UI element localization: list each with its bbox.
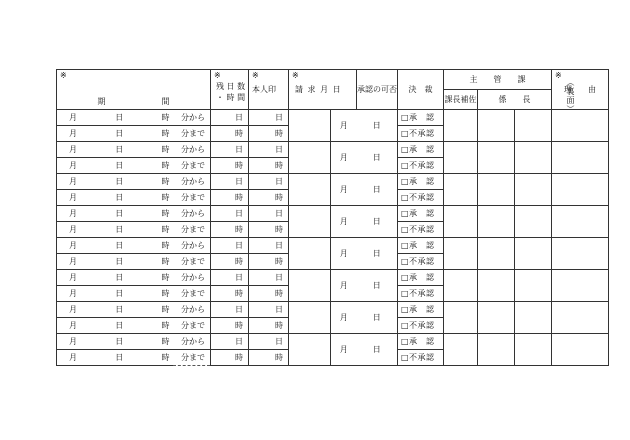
chief-cell[interactable] — [478, 206, 515, 238]
header-section-chief: 係 長 — [478, 90, 552, 110]
start-hour-label: 時 — [161, 272, 170, 282]
request-month-label: 月 — [331, 174, 357, 206]
request-day-label: 日 — [357, 110, 398, 142]
remaining-hours-cell-2[interactable]: 時 — [249, 350, 289, 366]
end-datetime[interactable] — [57, 318, 173, 334]
header-period-label: 期 間 — [97, 97, 170, 106]
start-day-label: 日 — [115, 144, 124, 154]
end-month-label: 月 — [69, 352, 77, 362]
remaining-hours-cell[interactable]: 時 — [211, 222, 249, 238]
remaining-hours-cell[interactable]: 時 — [211, 350, 249, 366]
request-day-label: 日 — [357, 174, 398, 206]
start-hour-label: 時 — [161, 240, 170, 250]
reason-cell[interactable] — [552, 206, 609, 238]
remaining-hours-cell[interactable]: 時 — [211, 286, 249, 302]
end-hour-label: 時 — [161, 160, 170, 170]
chief-cell[interactable] — [478, 142, 515, 174]
request-day-label: 日 — [357, 238, 398, 270]
remaining-hours-cell-2[interactable]: 時 — [249, 126, 289, 142]
header-reason-mark: ※ — [555, 71, 562, 80]
header-request-date-mark: ※ — [292, 71, 299, 80]
remaining-hours-cell-2[interactable]: 時 — [249, 222, 289, 238]
start-hour-label: 時 — [161, 112, 170, 122]
start-month-label: 月 — [69, 176, 77, 186]
start-datetime[interactable] — [57, 174, 173, 190]
header-request-date-label: 請 求 月 日 — [295, 85, 342, 94]
start-hour-label: 時 — [161, 176, 170, 186]
end-month-label: 月 — [69, 224, 77, 234]
header-remaining-mark: ※ — [214, 71, 221, 80]
remaining-days-cell[interactable]: 日 — [211, 174, 249, 190]
end-minute-label: 分まで — [173, 222, 211, 238]
end-day-label: 日 — [115, 256, 124, 266]
end-month-label: 月 — [69, 160, 77, 170]
end-minute-label: 分まで — [173, 318, 211, 334]
request-month-label: 月 — [331, 142, 357, 174]
reject-checkbox[interactable]: □不承認 — [398, 222, 444, 238]
end-datetime[interactable] — [57, 126, 173, 142]
request-month-label: 月 — [331, 238, 357, 270]
chief-cell[interactable] — [478, 174, 515, 206]
start-day-label: 日 — [115, 272, 124, 282]
end-datetime[interactable] — [57, 286, 173, 302]
entry-row-from — [57, 302, 609, 318]
header-dept: 主 管 課 — [444, 70, 552, 90]
start-day-label: 日 — [115, 304, 124, 314]
remaining-days-cell-2[interactable]: 日 — [249, 238, 289, 254]
request-day-label: 日 — [357, 302, 398, 334]
end-hour-label: 時 — [161, 192, 170, 202]
approve-checkbox[interactable]: □承 認 — [398, 334, 444, 350]
end-day-label: 日 — [115, 160, 124, 170]
remaining-days-cell[interactable]: 日 — [211, 238, 249, 254]
header-period-mark: ※ — [60, 71, 67, 80]
end-hour-label: 時 — [161, 128, 170, 138]
start-day-label: 日 — [115, 336, 124, 346]
header-remaining-label-b: ・ 時 間 — [216, 93, 246, 102]
chief-cell[interactable] — [478, 238, 515, 270]
start-month-label: 月 — [69, 336, 77, 346]
start-day-label: 日 — [115, 240, 124, 250]
end-hour-label: 時 — [161, 352, 170, 362]
request-month-label: 月 — [331, 110, 357, 142]
reason-cell[interactable] — [552, 334, 609, 366]
decision-cell[interactable] — [444, 142, 478, 174]
seal-cell[interactable] — [289, 206, 331, 238]
end-datetime[interactable] — [57, 222, 173, 238]
start-day-label: 日 — [115, 208, 124, 218]
entry-row-from — [57, 238, 609, 254]
start-month-label: 月 — [69, 208, 77, 218]
end-day-label: 日 — [115, 352, 124, 362]
entry-row-from — [57, 270, 609, 286]
approve-checkbox[interactable]: □承 認 — [398, 142, 444, 158]
end-month-label: 月 — [69, 256, 77, 266]
request-day-label: 日 — [357, 334, 398, 366]
end-day-label: 日 — [115, 128, 124, 138]
approve-checkbox[interactable]: □承 認 — [398, 206, 444, 222]
start-minute-label: 分から — [173, 270, 211, 286]
section-chief-cell[interactable] — [515, 142, 552, 174]
seal-cell[interactable] — [289, 174, 331, 206]
request-month-label: 月 — [331, 302, 357, 334]
reason-cell[interactable] — [552, 110, 609, 142]
remaining-days-cell-2[interactable]: 日 — [249, 142, 289, 158]
header-seal — [249, 70, 289, 110]
end-datetime[interactable] — [57, 254, 173, 270]
end-datetime[interactable] — [57, 158, 173, 174]
entry-row-from — [57, 334, 609, 350]
remaining-hours-cell[interactable]: 時 — [211, 158, 249, 174]
side-note: （裏面） — [566, 78, 575, 114]
remaining-hours-cell-2[interactable]: 時 — [249, 318, 289, 334]
start-minute-label: 分から — [173, 238, 211, 254]
leave-request-table — [56, 69, 609, 366]
start-month-label: 月 — [69, 144, 77, 154]
reason-cell[interactable] — [552, 142, 609, 174]
section-chief-cell[interactable] — [515, 238, 552, 270]
request-day-label: 日 — [357, 270, 398, 302]
start-hour-label: 時 — [161, 208, 170, 218]
header-period — [57, 70, 211, 110]
remaining-hours-cell-2[interactable]: 時 — [249, 286, 289, 302]
remaining-days-cell-2[interactable]: 日 — [249, 334, 289, 350]
start-minute-label: 分から — [173, 174, 211, 190]
remaining-days-cell[interactable]: 日 — [211, 206, 249, 222]
remaining-days-cell[interactable]: 日 — [211, 334, 249, 350]
entry-row-from — [57, 174, 609, 190]
section-chief-cell[interactable] — [515, 110, 552, 142]
header-seal-mark: ※ — [252, 71, 259, 80]
chief-cell[interactable] — [478, 302, 515, 334]
request-month-label: 月 — [331, 270, 357, 302]
remaining-days-cell-2[interactable]: 日 — [249, 110, 289, 126]
end-hour-label: 時 — [161, 256, 170, 266]
decision-cell[interactable] — [444, 206, 478, 238]
start-day-label: 日 — [115, 176, 124, 186]
header-reason-label: 理 由 — [564, 85, 596, 94]
start-datetime[interactable] — [57, 110, 173, 126]
seal-cell[interactable] — [289, 238, 331, 270]
reject-checkbox[interactable]: □不承認 — [398, 126, 444, 142]
approve-checkbox[interactable]: □承 認 — [398, 302, 444, 318]
request-day-label: 日 — [357, 206, 398, 238]
remaining-days-cell[interactable]: 日 — [211, 142, 249, 158]
chief-cell[interactable] — [478, 270, 515, 302]
end-minute-label: 分まで — [173, 190, 211, 206]
seal-cell[interactable] — [289, 302, 331, 334]
end-hour-label: 時 — [161, 224, 170, 234]
chief-cell[interactable] — [478, 334, 515, 366]
remaining-hours-cell-2[interactable]: 時 — [249, 158, 289, 174]
remaining-days-cell-2[interactable]: 日 — [249, 206, 289, 222]
end-day-label: 日 — [115, 224, 124, 234]
start-datetime[interactable] — [57, 270, 173, 286]
end-day-label: 日 — [115, 288, 124, 298]
chief-cell[interactable] — [478, 110, 515, 142]
section-chief-cell[interactable] — [515, 270, 552, 302]
reject-checkbox[interactable]: □不承認 — [398, 350, 444, 366]
start-hour-label: 時 — [161, 144, 170, 154]
start-day-label: 日 — [115, 112, 124, 122]
remaining-hours-cell[interactable]: 時 — [211, 254, 249, 270]
end-datetime[interactable] — [57, 190, 173, 206]
header-remaining — [211, 70, 249, 110]
header-seal-label: 本人印 — [252, 85, 276, 94]
remaining-hours-cell[interactable]: 時 — [211, 126, 249, 142]
end-minute-label: 分まで — [173, 350, 211, 366]
seal-cell[interactable] — [289, 142, 331, 174]
entry-row-from — [57, 206, 609, 222]
section-chief-cell[interactable] — [515, 334, 552, 366]
header-decision: 決 裁 — [398, 70, 444, 110]
reject-checkbox[interactable]: □不承認 — [398, 254, 444, 270]
decision-cell[interactable] — [444, 110, 478, 142]
start-minute-label: 分から — [173, 302, 211, 318]
start-minute-label: 分から — [173, 206, 211, 222]
end-month-label: 月 — [69, 320, 77, 330]
decision-cell[interactable] — [444, 174, 478, 206]
end-day-label: 日 — [115, 320, 124, 330]
start-datetime[interactable] — [57, 238, 173, 254]
remaining-days-cell[interactable]: 日 — [211, 270, 249, 286]
remaining-days-cell[interactable]: 日 — [211, 302, 249, 318]
start-month-label: 月 — [69, 304, 77, 314]
reason-cell[interactable] — [552, 238, 609, 270]
remaining-days-cell-2[interactable]: 日 — [249, 174, 289, 190]
reason-cell[interactable] — [552, 174, 609, 206]
decision-cell[interactable] — [444, 334, 478, 366]
start-datetime[interactable] — [57, 302, 173, 318]
seal-cell[interactable] — [289, 334, 331, 366]
remaining-hours-cell[interactable]: 時 — [211, 190, 249, 206]
end-month-label: 月 — [69, 128, 77, 138]
reject-checkbox[interactable]: □不承認 — [398, 318, 444, 334]
approve-checkbox[interactable]: □承 認 — [398, 174, 444, 190]
reason-cell[interactable] — [552, 302, 609, 334]
start-datetime[interactable] — [57, 142, 173, 158]
start-month-label: 月 — [69, 240, 77, 250]
end-datetime[interactable] — [57, 350, 173, 366]
reject-checkbox[interactable]: □不承認 — [398, 190, 444, 206]
seal-cell[interactable] — [289, 270, 331, 302]
header-reason — [552, 70, 609, 110]
end-day-label: 日 — [115, 192, 124, 202]
request-month-label: 月 — [331, 206, 357, 238]
entry-row-from — [57, 142, 609, 158]
remaining-hours-cell[interactable]: 時 — [211, 318, 249, 334]
section-chief-cell[interactable] — [515, 302, 552, 334]
decision-cell[interactable] — [444, 270, 478, 302]
approve-checkbox[interactable]: □承 認 — [398, 238, 444, 254]
start-datetime[interactable] — [57, 206, 173, 222]
start-minute-label: 分から — [173, 334, 211, 350]
seal-cell[interactable] — [289, 110, 331, 142]
end-minute-label: 分まで — [173, 286, 211, 302]
decision-cell[interactable] — [444, 302, 478, 334]
end-hour-label: 時 — [161, 320, 170, 330]
decision-cell[interactable] — [444, 238, 478, 270]
header-row-1 — [57, 70, 609, 90]
header-chief: 課長補佐 — [444, 90, 478, 110]
end-hour-label: 時 — [161, 288, 170, 298]
request-day-label: 日 — [357, 142, 398, 174]
end-minute-label: 分まで — [173, 254, 211, 270]
remaining-hours-cell-2[interactable]: 時 — [249, 190, 289, 206]
end-minute-label: 分まで — [173, 158, 211, 174]
start-hour-label: 時 — [161, 336, 170, 346]
remaining-hours-cell-2[interactable]: 時 — [249, 254, 289, 270]
entry-row-from — [57, 110, 609, 126]
end-month-label: 月 — [69, 192, 77, 202]
approve-checkbox[interactable]: □承 認 — [398, 110, 444, 126]
request-month-label: 月 — [331, 334, 357, 366]
end-minute-label: 分まで — [173, 126, 211, 142]
reason-cell[interactable] — [552, 270, 609, 302]
header-request-date — [289, 70, 357, 110]
start-month-label: 月 — [69, 272, 77, 282]
section-chief-cell[interactable] — [515, 206, 552, 238]
reject-checkbox[interactable]: □不承認 — [398, 158, 444, 174]
reject-checkbox[interactable]: □不承認 — [398, 286, 444, 302]
end-month-label: 月 — [69, 288, 77, 298]
start-minute-label: 分から — [173, 110, 211, 126]
start-minute-label: 分から — [173, 142, 211, 158]
header-approval: 承認の可否 — [357, 70, 398, 110]
header-remaining-label-a: 残 日 数 — [216, 82, 246, 91]
section-chief-cell[interactable] — [515, 174, 552, 206]
remaining-days-cell-2[interactable]: 日 — [249, 302, 289, 318]
start-hour-label: 時 — [161, 304, 170, 314]
start-month-label: 月 — [69, 112, 77, 122]
start-datetime[interactable] — [57, 334, 173, 350]
approve-checkbox[interactable]: □承 認 — [398, 270, 444, 286]
remaining-days-cell[interactable]: 日 — [211, 110, 249, 126]
remaining-days-cell-2[interactable]: 日 — [249, 270, 289, 286]
